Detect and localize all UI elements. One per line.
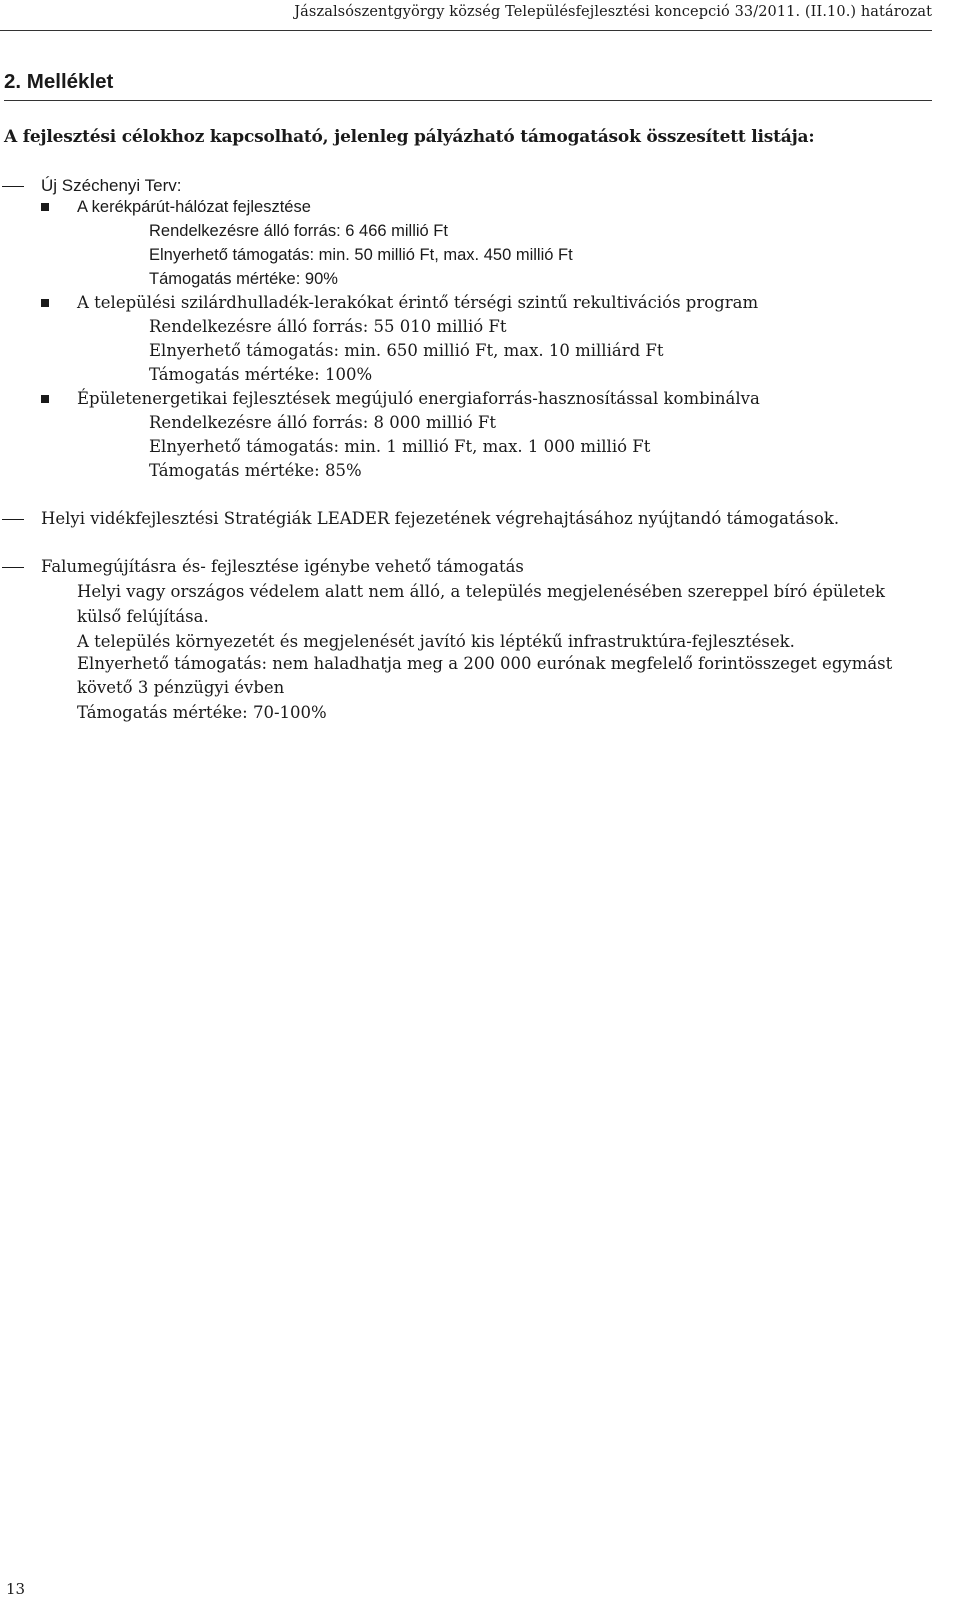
page-number: 13 [6,1580,26,1598]
item-title: A települési szilárdhulladék-lerakókat érintő térségi szintű rekultivációs program [77,293,759,312]
item-elnyerheto: Elnyerhető támogatás: min. 650 millió Ft, max. 10 milliárd Ft [149,341,664,360]
section-title-falumegujitas: Falumegújításra és- fejlesztése igénybe vehető támogatás [41,557,524,576]
item-mertek: Támogatás mértéke: 100% [149,365,373,384]
paragraph-line: külső felújítása. [77,607,209,626]
paragraph-line: Támogatás mértéke: 70-100% [77,703,327,722]
item-elnyerheto: Elnyerhető támogatás: min. 1 millió Ft, max. 1 000 millió Ft [149,437,651,456]
section-leader: Helyi vidékfejlesztési Stratégiák LEADER fejezetének végrehajtásához nyújtandó támogatások. [41,509,840,528]
running-header: Jászalsószentgyörgy község Településfejlesztési koncepció 33/2011. (II.10.) határozat [0,4,932,31]
paragraph-line: Helyi vagy országos védelem alatt nem álló, a település megjelenésében szereppel bíró épületek [77,582,885,601]
dash-bullet [2,186,24,187]
item-title: A kerékpárút-hálózat fejlesztése [77,198,311,216]
item-forras: Rendelkezésre álló forrás: 55 010 millió Ft [149,317,507,336]
item-title: Épületenergetikai fejlesztések megújuló energiaforrás-hasznosítással kombinálva [77,389,760,408]
item-forras: Rendelkezésre álló forrás: 6 466 millió Ft [149,222,448,240]
dash-bullet [2,519,24,520]
annex-title: 2. Melléklet [4,70,932,101]
item-elnyerheto: Elnyerhető támogatás: min. 50 millió Ft, max. 450 millió Ft [149,246,573,264]
paragraph-line: Elnyerhető támogatás: nem haladhatja meg a 200 000 eurónak megfelelő forintösszeget egymást [77,654,893,673]
item-forras: Rendelkezésre álló forrás: 8 000 millió Ft [149,413,496,432]
paragraph-line: követő 3 pénzügyi évben [77,678,285,697]
square-bullet [41,395,49,403]
square-bullet [41,299,49,307]
dash-bullet [2,567,24,568]
item-mertek: Támogatás mértéke: 85% [149,461,362,480]
square-bullet [41,203,49,211]
item-mertek: Támogatás mértéke: 90% [149,270,338,288]
section-title-szechenyi: Új Széchenyi Terv: [41,176,182,195]
list-title: A fejlesztési célokhoz kapcsolható, jelenleg pályázható támogatások összesített listája: [4,127,815,147]
paragraph-line: A település környezetét és megjelenését javító kis léptékű infrastruktúra-fejlesztések. [77,632,795,651]
